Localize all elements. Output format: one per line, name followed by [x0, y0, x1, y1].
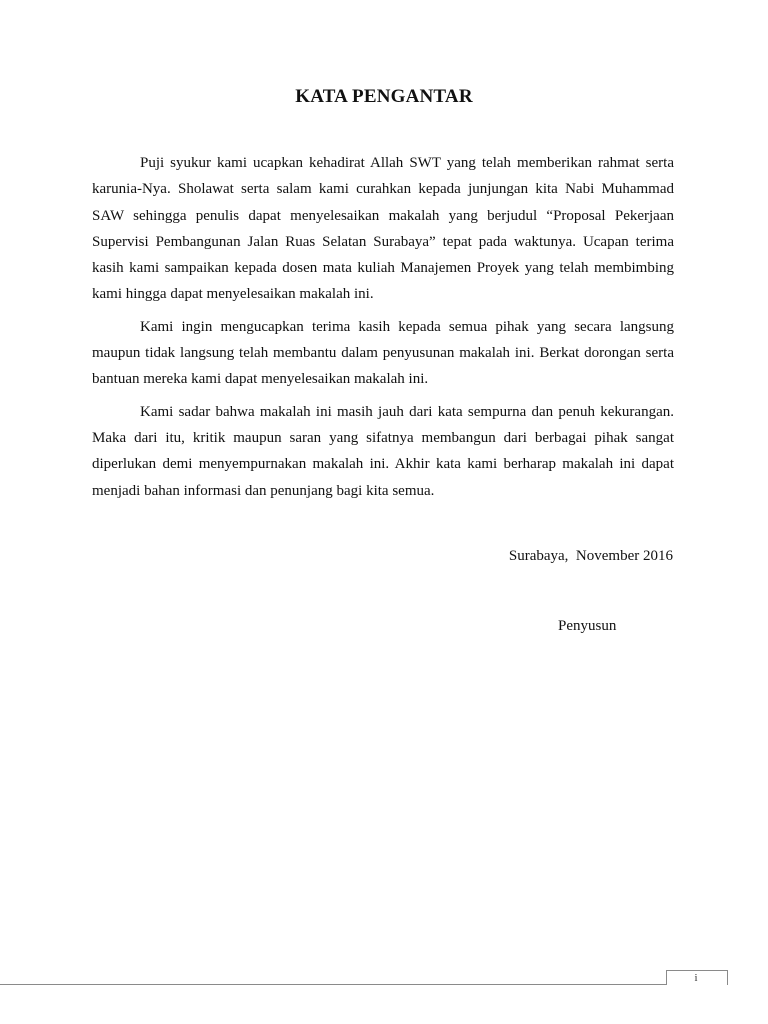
signer-label: Penyusun: [558, 618, 617, 634]
paragraph-3: Kami sadar bahwa makalah ini masih jauh dari kata sempurna dan penuh kekurangan. Maka dari itu, kritik maupun saran yang sifatnya membangun dari berbagai pihak sangat diperlukan demi menyempurnakan makalah ini. Akhir kata kami berharap makalah ini dapat menjadi bahan informasi dan penunjang bagi kita semua.: [92, 403, 674, 499]
place-date: Surabaya, November 2016: [508, 548, 673, 564]
body-text: [92, 150, 674, 504]
paragraph-2: Kami ingin mengucapkan terima kasih kepada semua pihak yang secara langsung maupun tidak langsung telah membantu dalam penyusunan makalah ini. Berkat dorongan serta bantuan mereka kami dapat menyelesaikan makalah ini.: [92, 318, 674, 388]
page-title: KATA PENGANTAR: [295, 86, 473, 107]
footer-divider: [0, 984, 666, 985]
paragraph-1: Puji syukur kami ucapkan kehadirat Allah SWT yang telah memberikan rahmat serta karunia-Nya. Sholawat serta salam kami curahkan kepada junjungan kita Nabi Muhammad SAW sehingga penulis dapat menyelesaikan makalah yang berjudul “Proposal Pekerjaan Supervisi Pembangunan Jalan Ruas Selatan Surabaya” tepat pada waktunya. Ucapan terima kasih kami sampaikan kepada dosen mata kuliah Manajemen Proyek yang telah membimbing kami hingga dapat menyelesaikan makalah ini.: [92, 155, 674, 303]
page-number: i: [694, 972, 698, 984]
